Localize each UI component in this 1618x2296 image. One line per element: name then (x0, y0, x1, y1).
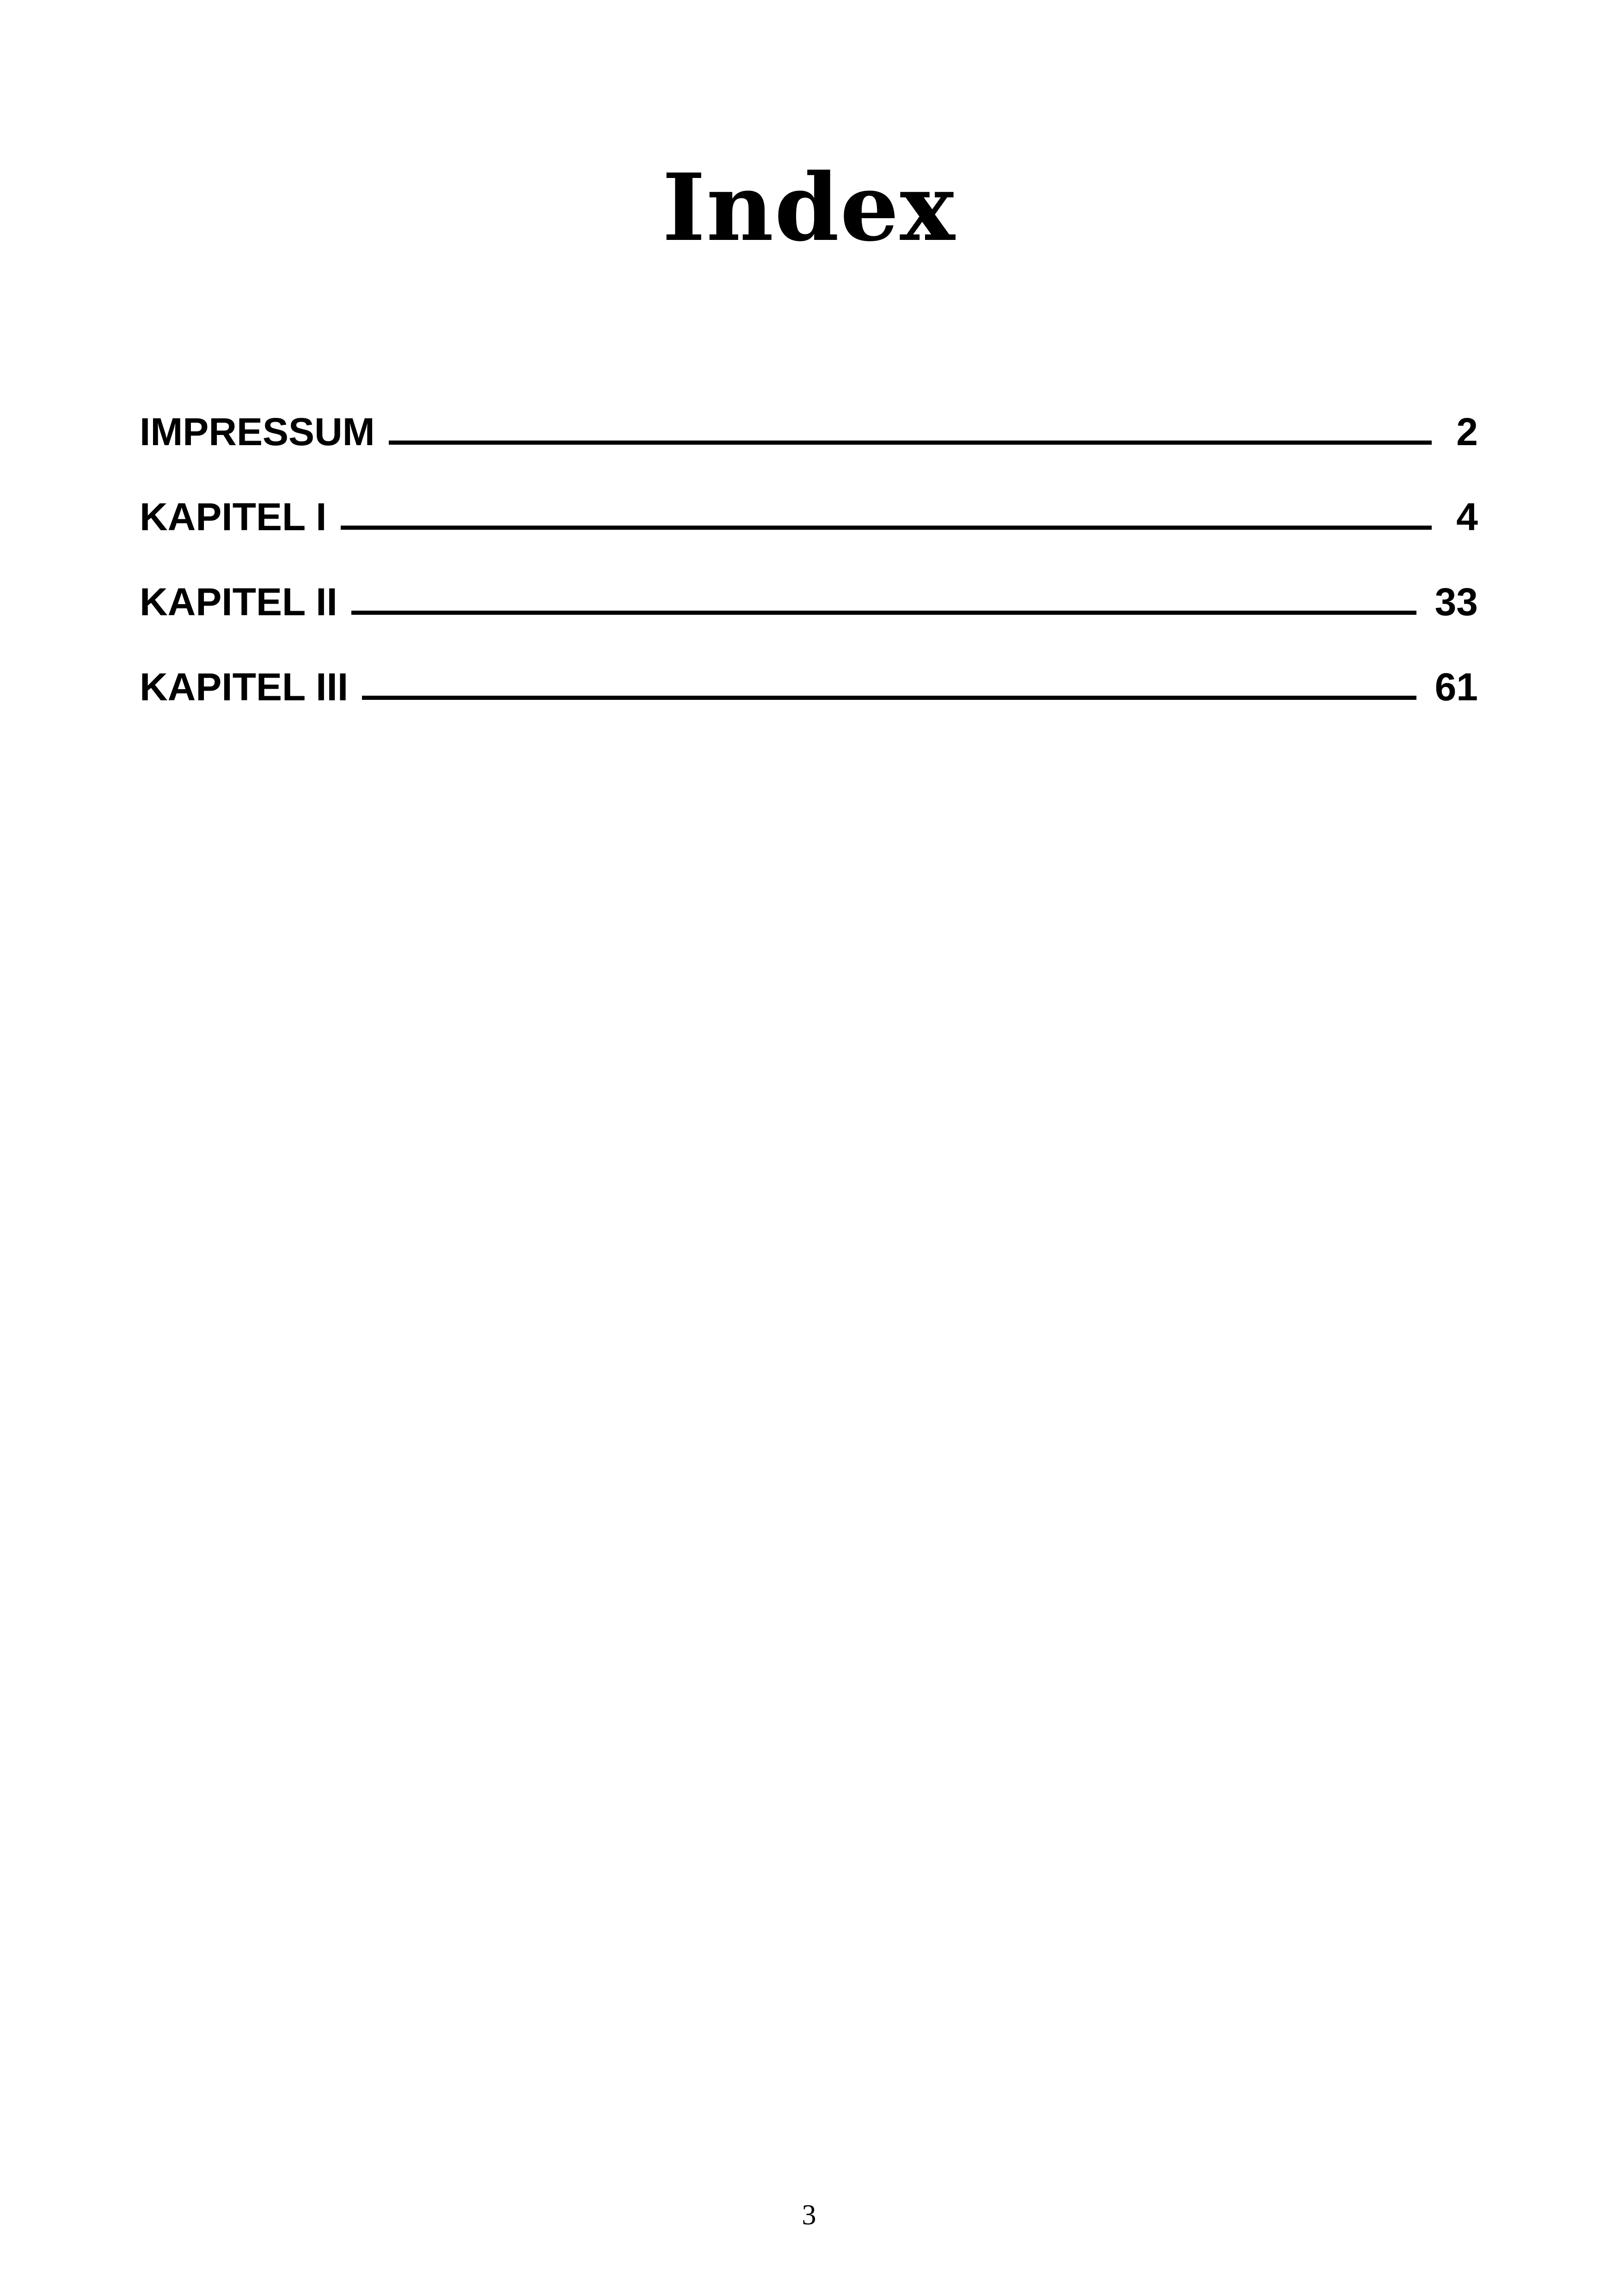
toc-leader-line (389, 441, 1432, 445)
toc-entry-page: 33 (1434, 580, 1478, 624)
toc-entry-label: KAPITEL III (140, 665, 349, 709)
page-title: Index (662, 153, 956, 262)
toc-leader-line (362, 696, 1416, 700)
toc-entry-page: 2 (1456, 410, 1478, 453)
table-of-contents (140, 370, 1478, 710)
toc-entry-label: IMPRESSUM (140, 410, 375, 453)
toc-entry-kapitel-i[interactable] (140, 455, 1478, 540)
toc-entry-impressum[interactable] (140, 370, 1478, 455)
toc-entry-kapitel-iii[interactable] (140, 625, 1478, 710)
toc-entry-page: 4 (1456, 495, 1478, 539)
toc-entry-kapitel-ii[interactable] (140, 540, 1478, 625)
toc-entry-label: KAPITEL II (140, 580, 337, 624)
toc-leader-line (351, 611, 1416, 615)
page-number: 3 (802, 2199, 816, 2231)
toc-entry-label: KAPITEL I (140, 495, 327, 539)
toc-entry-page: 61 (1434, 665, 1478, 709)
toc-leader-line (341, 526, 1432, 530)
